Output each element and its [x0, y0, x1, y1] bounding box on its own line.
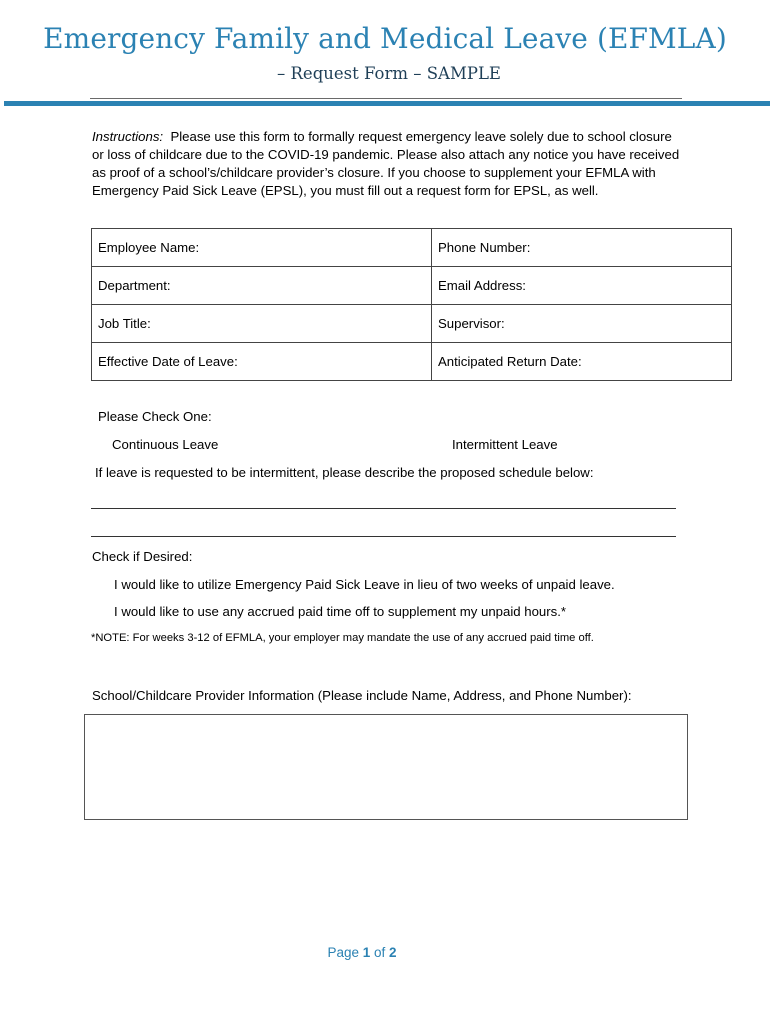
return-date-field[interactable]: Anticipated Return Date:	[432, 343, 732, 381]
intermittent-leave-option[interactable]: Intermittent Leave	[452, 437, 558, 452]
employee-name-field[interactable]: Employee Name:	[92, 229, 432, 267]
page-word: Page	[327, 945, 359, 960]
page-indicator	[0, 945, 724, 960]
job-title-field[interactable]: Job Title:	[92, 305, 432, 343]
of-word: of	[374, 945, 386, 960]
header-divider	[90, 98, 682, 99]
schedule-prompt: If leave is requested to be intermittent, please describe the proposed schedule below:	[95, 465, 594, 480]
header-accent-bar	[4, 101, 770, 106]
effective-date-field[interactable]: Effective Date of Leave:	[92, 343, 432, 381]
pto-note: *NOTE: For weeks 3-12 of EFMLA, your employer may mandate the use of any accrued paid time off.	[91, 632, 594, 644]
email-address-field[interactable]: Email Address:	[432, 267, 732, 305]
department-field[interactable]: Department:	[92, 267, 432, 305]
schedule-line-1[interactable]	[91, 508, 676, 509]
epsl-option[interactable]: I would like to utilize Emergency Paid Sick Leave in lieu of two weeks of unpaid leave.	[114, 577, 615, 592]
instructions-lead: Instructions:	[92, 129, 164, 144]
provider-info-label: School/Childcare Provider Information (Please include Name, Address, and Phone Number):	[92, 688, 632, 703]
table-row	[92, 343, 732, 381]
page-current: 1	[362, 945, 371, 960]
provider-info-box[interactable]	[84, 714, 688, 820]
table-row	[92, 305, 732, 343]
pto-option[interactable]: I would like to use any accrued paid time off to supplement my unpaid hours.*	[114, 604, 567, 619]
instructions-text: Please use this form to formally request emergency leave solely due to school closure or loss of childcare due to the COVID-19 pandemic. Please also attach any notice you have received as proof of a school’s/childcare provider’s closure. If you choose to supplement your EFMLA with Emergency Paid Sick Leave (EPSL), you must fill out a request form for EPSL, as well.	[92, 129, 680, 198]
phone-number-field[interactable]: Phone Number:	[432, 229, 732, 267]
table-row	[92, 229, 732, 267]
continuous-leave-option[interactable]: Continuous Leave	[112, 437, 219, 452]
page-total: 2	[389, 945, 397, 960]
check-one-label: Please Check One:	[98, 409, 212, 424]
form-title: Emergency Family and Medical Leave (EFMLA)	[43, 22, 727, 55]
schedule-line-2[interactable]	[91, 536, 676, 537]
table-row	[92, 267, 732, 305]
instructions-paragraph	[92, 128, 682, 200]
form-subtitle: – Request Form – SAMPLE	[277, 64, 501, 83]
check-if-desired-label: Check if Desired:	[92, 549, 193, 564]
supervisor-field[interactable]: Supervisor:	[432, 305, 732, 343]
employee-info-table	[91, 228, 732, 381]
